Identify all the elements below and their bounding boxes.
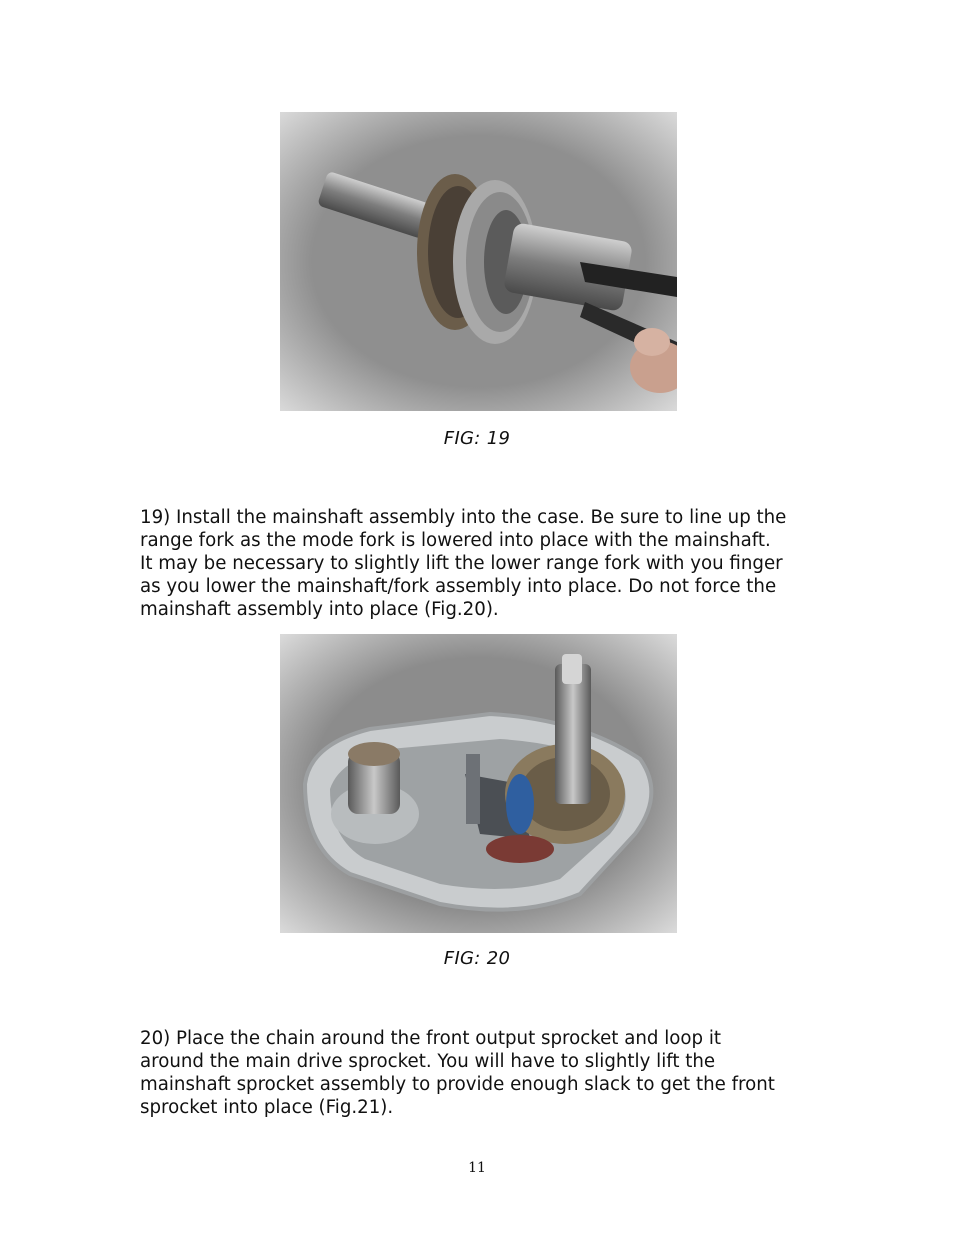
step-19-paragraph xyxy=(140,506,830,621)
step-20-paragraph xyxy=(140,1027,830,1119)
paragraph-line: sprocket into place (Fig.21). xyxy=(140,1097,394,1118)
figure-20-image xyxy=(280,634,677,933)
figure-20-caption: FIG: 20 xyxy=(443,948,511,969)
figure-19-caption: FIG: 19 xyxy=(443,428,511,449)
paragraph-line: 19) Install the mainshaft assembly into the case. Be sure to line up the xyxy=(140,507,787,528)
paragraph-line: as you lower the mainshaft/fork assembly into place. Do not force the xyxy=(140,576,777,597)
figure-19-image xyxy=(280,112,677,411)
paragraph-line: It may be necessary to slightly lift the lower range fork with you finger xyxy=(140,553,783,574)
paragraph-line: range fork as the mode fork is lowered into place with the mainshaft. xyxy=(140,530,771,551)
paragraph-line: around the main drive sprocket. You will have to slightly lift the xyxy=(140,1051,716,1072)
paragraph-line: mainshaft sprocket assembly to provide enough slack to get the front xyxy=(140,1074,775,1095)
page-number: 11 xyxy=(468,1160,486,1176)
paragraph-line: 20) Place the chain around the front output sprocket and loop it xyxy=(140,1028,722,1049)
paragraph-line: mainshaft assembly into place (Fig.20). xyxy=(140,599,499,620)
